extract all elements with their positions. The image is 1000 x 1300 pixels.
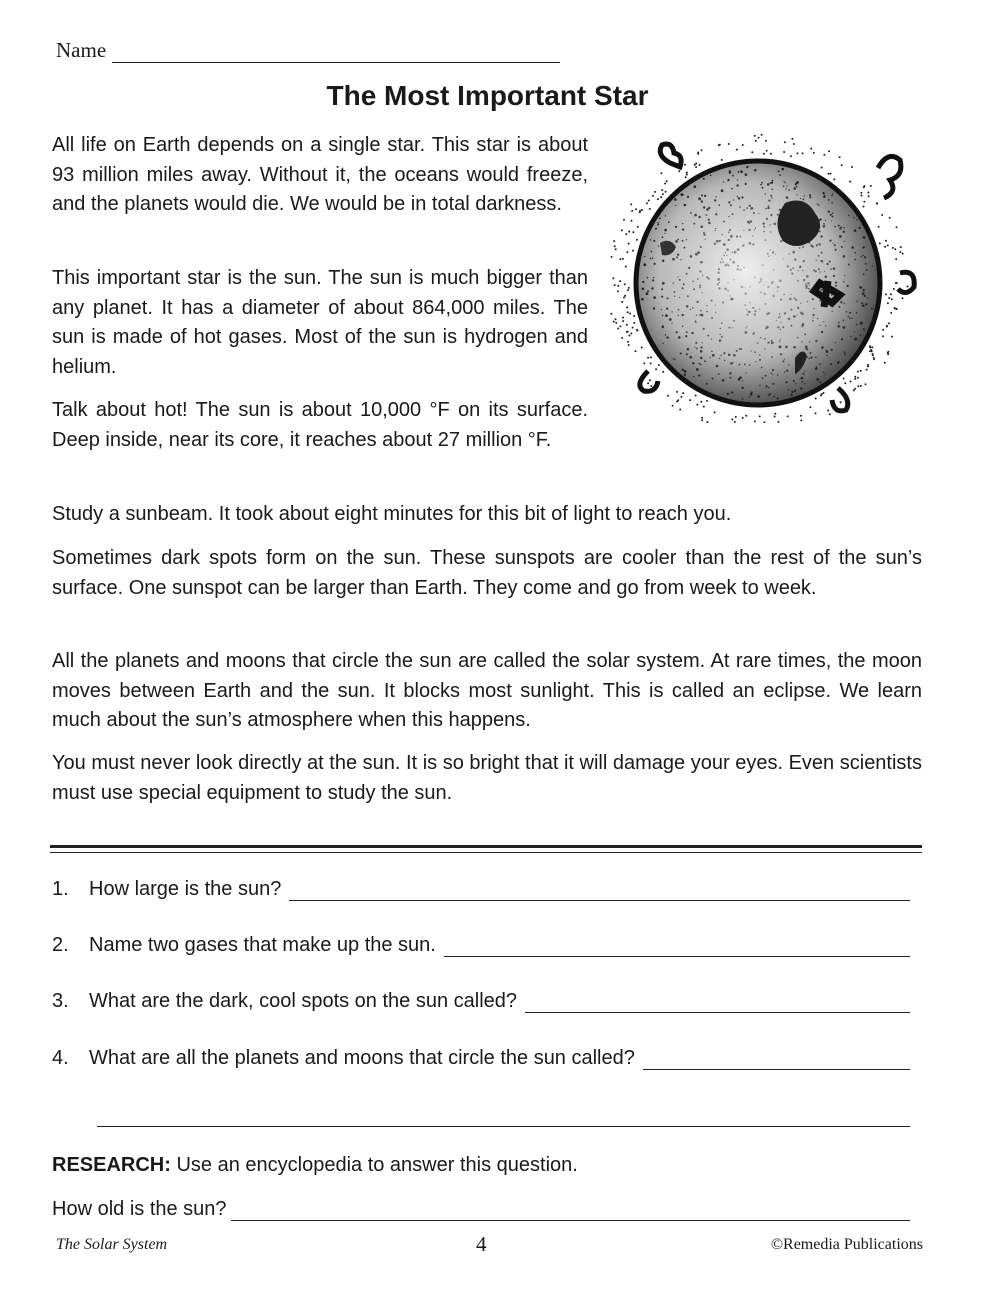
research-answer-line[interactable] [231, 1200, 910, 1221]
question-1 [52, 878, 910, 901]
page-number: 4 [476, 1232, 487, 1256]
paragraph-2: This important star is the sun. The sun is much bigger than any planet. It has a diameter of about 864,000 miles. The sun is made of hot gases. Most of the sun is hydrogen and helium. [52, 267, 588, 378]
question-text: Name two gases that make up the sun. [89, 934, 436, 956]
question-number: 3. [52, 990, 69, 1012]
research-question-text: How old is the sun? [52, 1198, 227, 1220]
question-number: 4. [52, 1047, 69, 1069]
research-question [52, 1198, 910, 1221]
paragraph-4: Study a sunbeam. It took about eight minutes for this bit of light to reach you. [52, 503, 732, 525]
answer-line-1[interactable] [289, 880, 910, 901]
question-number: 1. [52, 878, 69, 900]
question-number: 2. [52, 934, 69, 956]
answer-line-4[interactable] [643, 1049, 910, 1070]
question-3 [52, 990, 910, 1013]
name-label: Name [56, 38, 107, 62]
question-4 [52, 1047, 910, 1070]
research-text: Use an encyclopedia to answer this question. [176, 1154, 578, 1176]
paragraph-7: You must never look directly at the sun. It is so bright that it will damage your eyes. Even scientists must use special equipment to study the sun. [52, 752, 922, 804]
question-2 [52, 934, 910, 957]
paragraph-1: All life on Earth depends on a single star. This star is about 93 million miles away. Without it, the oceans would freeze, and the planets would die. We would be in total darkness. [52, 134, 588, 215]
research-instruction [52, 1154, 578, 1177]
question-text: How large is the sun? [89, 878, 282, 900]
name-field-row [56, 38, 560, 63]
page-title: The Most Important Star [326, 80, 649, 111]
question-text: What are all the planets and moons that circle the sun called? [89, 1047, 635, 1069]
answer-line-4-continued[interactable] [97, 1126, 910, 1127]
section-divider [50, 845, 922, 853]
name-answer-line[interactable] [112, 44, 560, 63]
footer-book-title: The Solar System [56, 1236, 168, 1253]
paragraph-6: All the planets and moons that circle the sun are called the solar system. At rare times, the moon moves between Earth and the sun. It blocks most sunlight. This is called an eclipse. We learn much about the sun’s atmosphere when this happens. [52, 650, 922, 731]
research-label: RESEARCH: [52, 1154, 171, 1176]
answer-line-2[interactable] [444, 936, 910, 957]
sun-illustration-icon [610, 133, 925, 423]
answer-line-3[interactable] [525, 992, 910, 1013]
question-text: What are the dark, cool spots on the sun called? [89, 990, 518, 1012]
footer-publisher: ©Remedia Publications [770, 1236, 923, 1253]
paragraph-3: Talk about hot! The sun is about 10,000 °F on its surface. Deep inside, near its core, it reaches about 27 million °F. [52, 399, 588, 451]
paragraph-5: Sometimes dark spots form on the sun. These sunspots are cooler than the rest of the sun’s surface. One sunspot can be larger than Earth. They come and go from week to week. [52, 547, 922, 599]
